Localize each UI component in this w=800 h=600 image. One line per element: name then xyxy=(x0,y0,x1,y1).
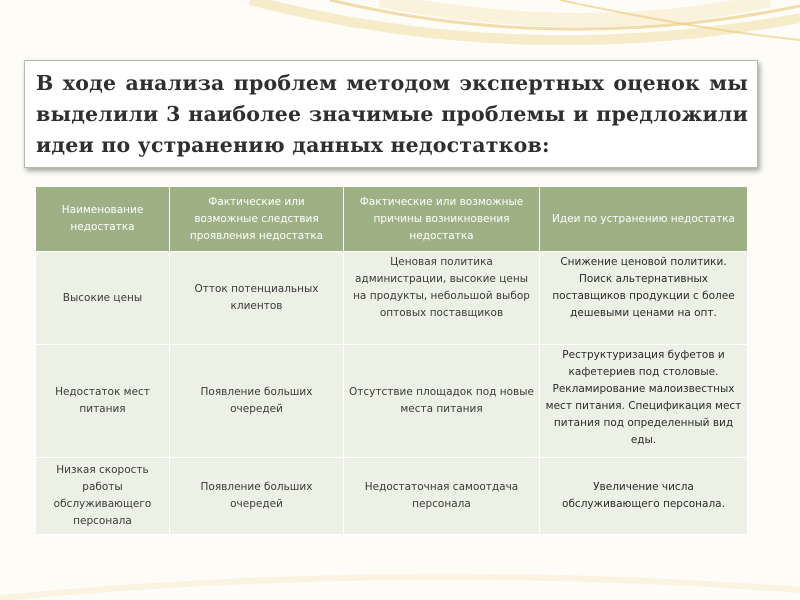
table-row xyxy=(36,458,748,535)
table-row xyxy=(36,252,748,345)
cell-name: Высокие цены xyxy=(36,252,170,345)
problems-table xyxy=(35,186,748,535)
slide-title-box xyxy=(24,60,758,168)
cell-consequences: Появление больших очередей xyxy=(170,345,344,458)
cell-causes: Недостаточная самоотдача персонала xyxy=(344,458,540,535)
cell-name: Недостаток мест питания xyxy=(36,345,170,458)
header-name: Наименование недостатка xyxy=(36,187,170,252)
cell-causes: Ценовая политика администрации, высокие цены на продукты, небольшой выбор оптовых поставщиков xyxy=(344,252,540,345)
cell-name: Низкая скорость работы обслуживающего персонала xyxy=(36,458,170,535)
header-causes: Фактические или возможные причины возникновения недостатка xyxy=(344,187,540,252)
header-consequences: Фактические или возможные следствия проявления недостатка xyxy=(170,187,344,252)
table-header-row xyxy=(36,187,748,252)
cell-consequences: Отток потенциальных клиентов xyxy=(170,252,344,345)
cell-consequences: Появление больших очередей xyxy=(170,458,344,535)
header-ideas: Идеи по устранению недостатка xyxy=(540,187,748,252)
cell-ideas: Снижение ценовой политики. Поиск альтернативных поставщиков продукции с более дешевыми ценами на опт. xyxy=(540,252,748,345)
cell-ideas: Реструктуризация буфетов и кафетериев под столовые. Рекламирование малоизвестных мест питания. Спецификация мест питания под определенный вид еды. xyxy=(540,345,748,458)
slide-title: В ходе анализа проблем методом экспертных оценок мы выделили 3 наиболее значимые проблемы и предложили идеи по устранению данных недостатков: xyxy=(36,71,748,157)
cell-ideas: Увеличение числа обслуживающего персонала. xyxy=(540,458,748,535)
table-row xyxy=(36,345,748,458)
cell-causes: Отсутствие площадок под новые места питания xyxy=(344,345,540,458)
